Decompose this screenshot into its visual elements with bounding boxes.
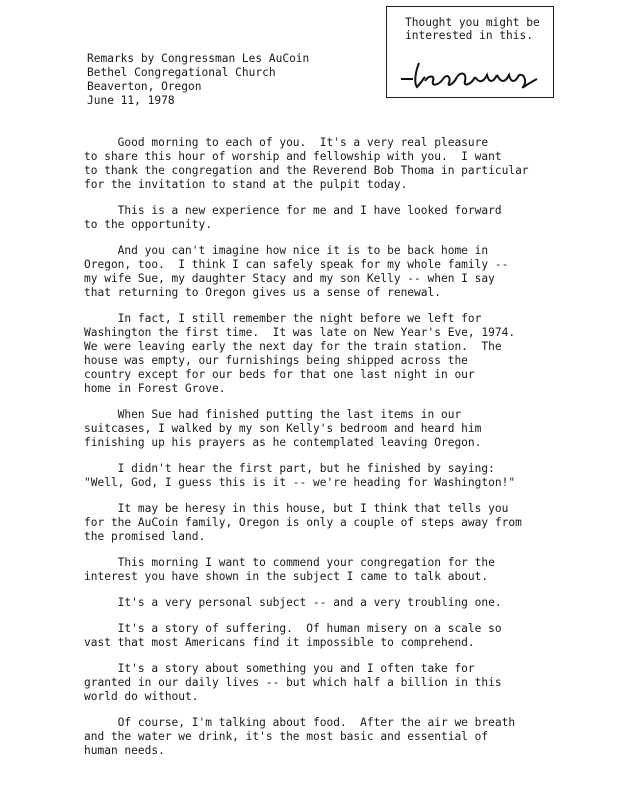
paragraph-line: In fact, I still remember the night before we left for bbox=[84, 312, 482, 325]
paragraph-line: world do without. bbox=[84, 690, 199, 703]
note-line: Thought you might be bbox=[405, 16, 540, 29]
paragraph-line: Of course, I'm talking about food. After the air we breath bbox=[84, 716, 516, 729]
paragraph bbox=[84, 244, 584, 300]
header-date-line: June 11, 1978 bbox=[87, 94, 175, 107]
paragraph-line: interest you have shown in the subject I came to talk about. bbox=[84, 570, 489, 583]
paragraph-line: home in Forest Grove. bbox=[84, 382, 226, 395]
header-city-line: Beaverton, Oregon bbox=[87, 80, 202, 93]
paragraph-line: This morning I want to commend your congregation for the bbox=[84, 556, 495, 569]
paragraph bbox=[84, 312, 584, 396]
paragraph-line: It's a story about something you and I often take for bbox=[84, 662, 475, 675]
paragraph-line: granted in our daily lives -- but which half a billion in this bbox=[84, 676, 502, 689]
paragraph-line: Washington the first time. It was late on New Year's Eve, 1974. bbox=[84, 326, 516, 339]
paragraph bbox=[84, 716, 584, 758]
header-title-line: Remarks by Congressman Les AuCoin bbox=[87, 52, 310, 65]
paragraph-line: that returning to Oregon gives us a sense of renewal. bbox=[84, 286, 441, 299]
paragraph-line: We were leaving early the next day for the train station. The bbox=[84, 340, 502, 353]
paragraph-line: This is a new experience for me and I have looked forward bbox=[84, 204, 502, 217]
paragraph-line: It's a story of suffering. Of human misery on a scale so bbox=[84, 622, 502, 635]
paragraph-line: It may be heresy in this house, but I think that tells you bbox=[84, 502, 509, 515]
paragraph-line: to share this hour of worship and fellowship with you. I want bbox=[84, 150, 502, 163]
paragraph-line: country except for our beds for that one last night in our bbox=[84, 368, 475, 381]
paragraph-line: I didn't hear the first part, but he finished by saying: bbox=[84, 462, 495, 475]
paragraph-line: for the AuCoin family, Oregon is only a couple of steps away from bbox=[84, 516, 522, 529]
paragraph bbox=[84, 556, 584, 584]
paragraph bbox=[84, 408, 584, 450]
handwritten-note-box bbox=[386, 6, 554, 98]
paragraph-line: finishing up his prayers as he contemplated leaving Oregon. bbox=[84, 436, 482, 449]
paragraph-line: and the water we drink, it's the most basic and essential of bbox=[84, 730, 489, 743]
note-line: interested in this. bbox=[405, 29, 533, 42]
paragraph-line: Oregon, too. I think I can safely speak for my whole family -- bbox=[84, 258, 509, 271]
paragraph-line: "Well, God, I guess this is it -- we're heading for Washington!" bbox=[84, 476, 516, 489]
paragraph-line: for the invitation to stand at the pulpit today. bbox=[84, 178, 408, 191]
paragraph-line: Good morning to each of you. It's a very real pleasure bbox=[84, 136, 489, 149]
paragraph-line: to thank the congregation and the Reverend Bob Thoma in particular bbox=[84, 164, 529, 177]
paragraph bbox=[84, 462, 584, 490]
paragraph-line: my wife Sue, my daughter Stacy and my son Kelly -- when I say bbox=[84, 272, 495, 285]
paragraph bbox=[84, 622, 584, 650]
speech-body bbox=[84, 136, 584, 770]
paragraph-line: It's a very personal subject -- and a very troubling one. bbox=[84, 596, 502, 609]
paragraph-line: vast that most Americans find it impossible to comprehend. bbox=[84, 636, 475, 649]
signature-image bbox=[395, 55, 545, 93]
paragraph bbox=[84, 596, 584, 610]
paragraph-line: to the opportunity. bbox=[84, 218, 212, 231]
paragraph bbox=[84, 204, 584, 232]
paragraph-line: house was empty, our furnishings being shipped across the bbox=[84, 354, 468, 367]
header-location-line: Bethel Congregational Church bbox=[87, 66, 276, 79]
paragraph bbox=[84, 136, 584, 192]
paragraph-line: suitcases, I walked by my son Kelly's bedroom and heard him bbox=[84, 422, 482, 435]
paragraph-line: And you can't imagine how nice it is to be back home in bbox=[84, 244, 489, 257]
paragraph-line: When Sue had finished putting the last items in our bbox=[84, 408, 462, 421]
paragraph bbox=[84, 662, 584, 704]
document-header bbox=[87, 52, 309, 108]
paragraph bbox=[84, 502, 584, 544]
paragraph-line: the promised land. bbox=[84, 530, 206, 543]
paragraph-line: human needs. bbox=[84, 744, 165, 757]
